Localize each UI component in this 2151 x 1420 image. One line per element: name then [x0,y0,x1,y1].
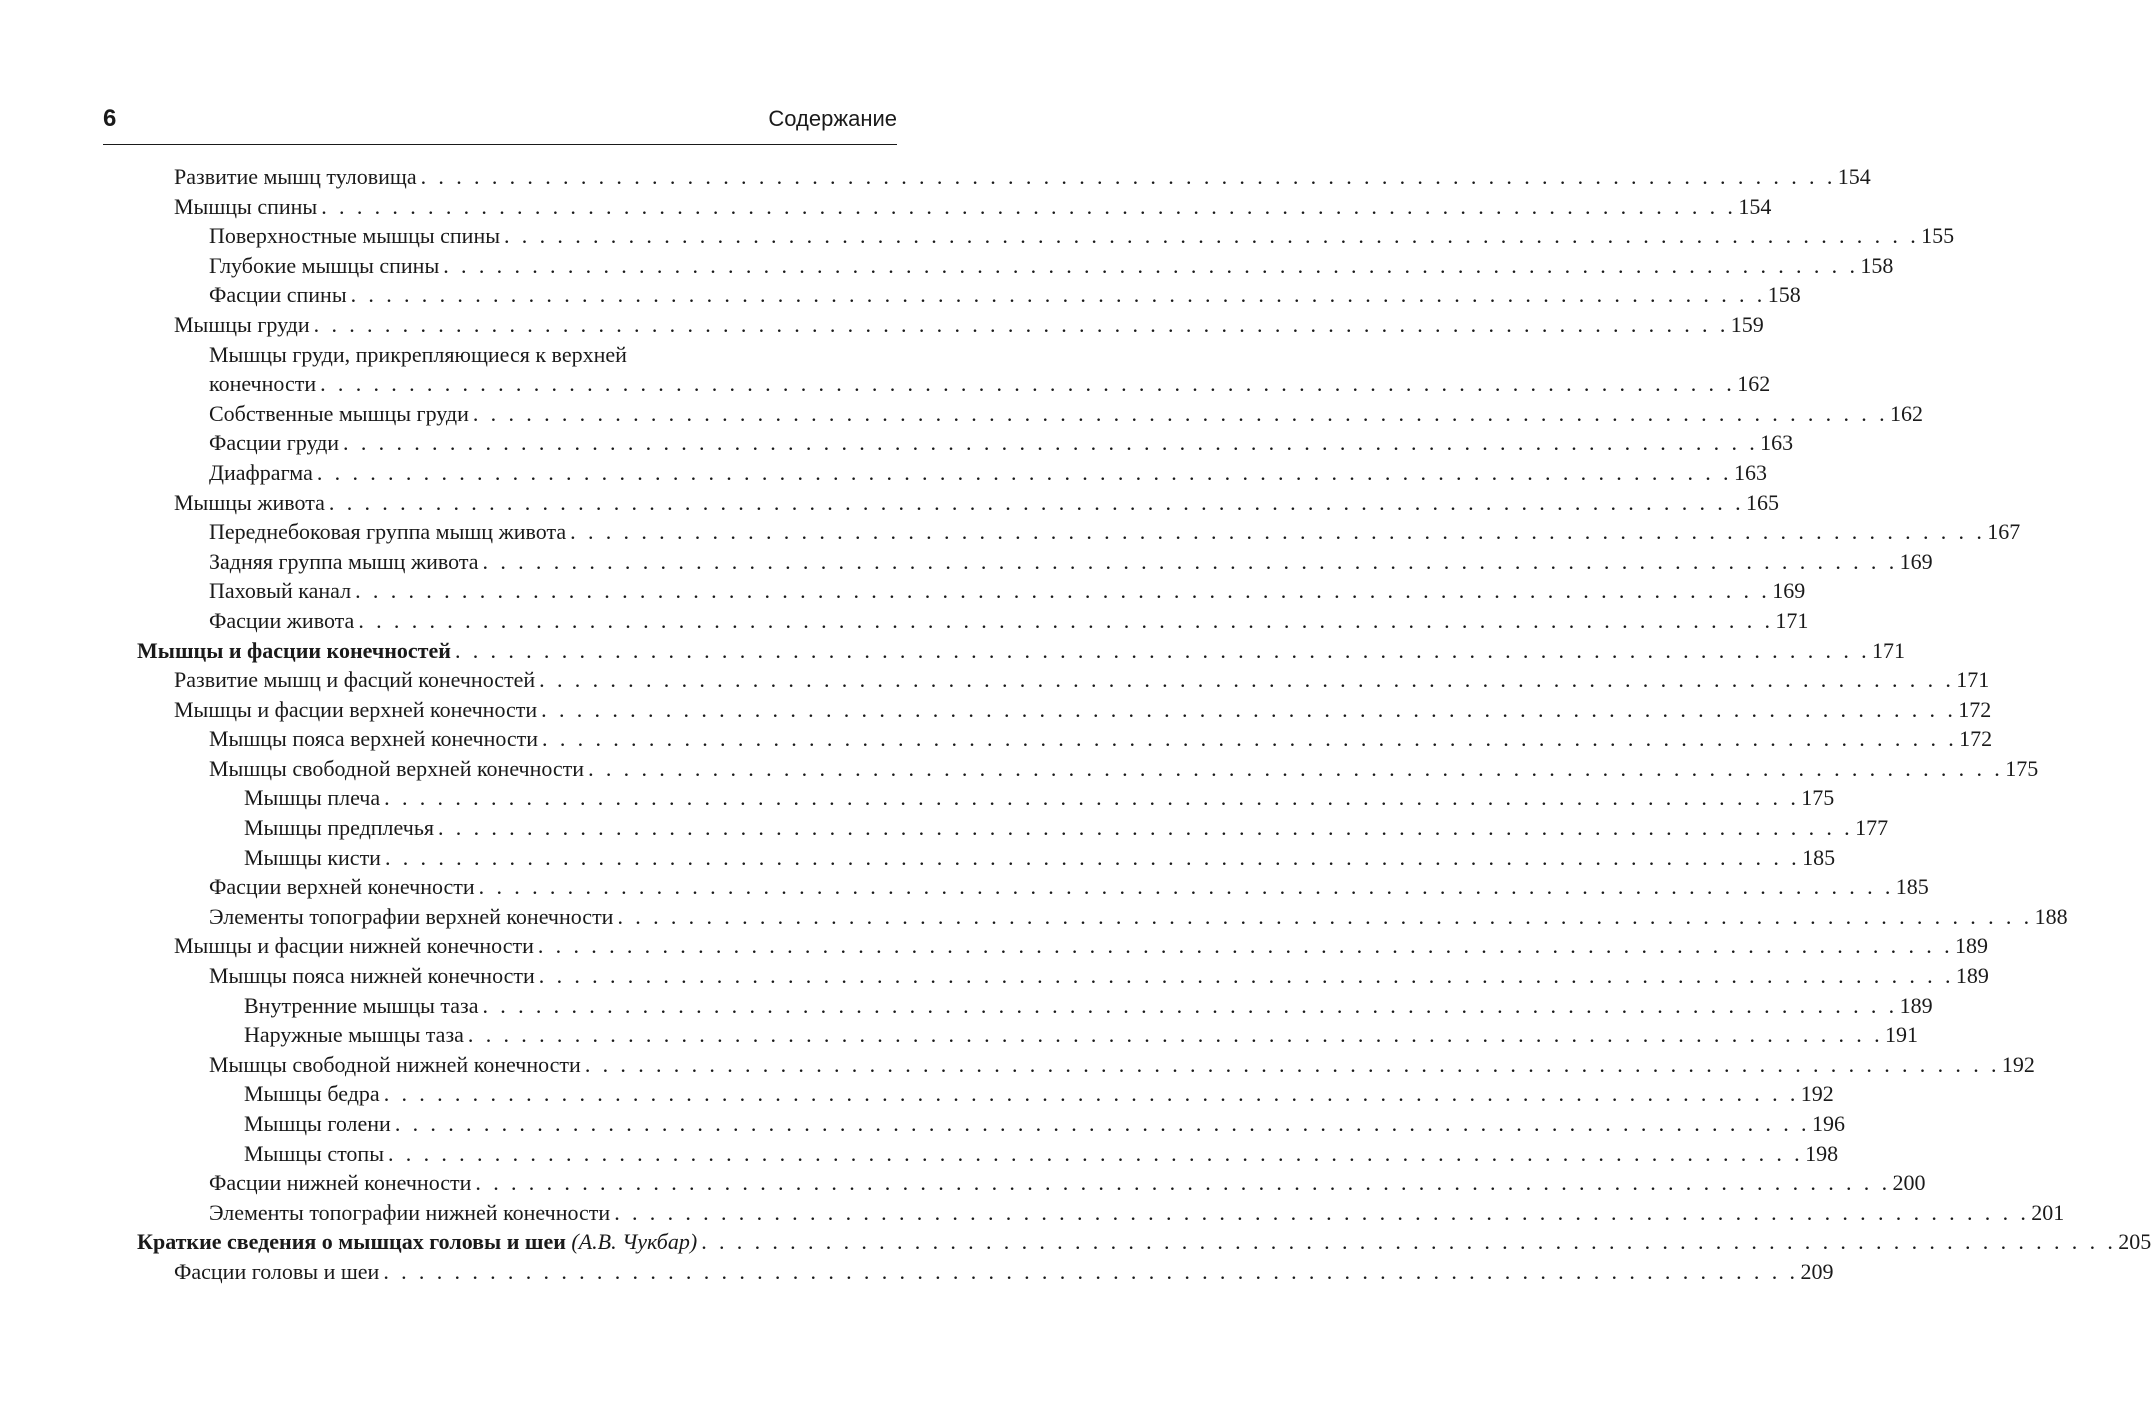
toc-entry-title: Мышцы и фасции нижней конечности [174,933,534,959]
toc-entry-page: 189 [1899,992,1933,1018]
toc-entry-title: Мышцы кисти [244,844,381,870]
toc-entry[interactable] [244,1079,1834,1109]
toc-entry-page: 167 [1987,519,2021,545]
toc-entry[interactable] [209,1198,2065,1228]
toc-entry[interactable] [174,1257,1834,1287]
toc-entry-title: Мышцы и фасции верхней конечности [174,696,538,722]
toc-entry[interactable] [174,931,1988,961]
toc-entry[interactable] [244,783,1835,813]
toc-entry[interactable] [209,251,1894,281]
toc-entry-page: 201 [2031,1199,2065,1225]
toc-entry-title: Собственные мышцы груди [209,400,469,426]
dot-leader: . . . . . . . . . . . . . . . . . . . . . . . . . . . . . . . . . . . . . . . . . . . . . . . . . . . . . . . . . . . . . . . . . . . . . . . . . . . . . . . . [394,1111,1810,1136]
toc-entry-page: 205 [2118,1229,2151,1255]
toc-entry-page: 162 [1737,371,1771,397]
toc-entry-page: 177 [1855,815,1889,841]
page-number: 6 [103,105,117,132]
toc-entry-title: Диафрагма [209,459,313,485]
toc-entry[interactable] [209,576,1806,606]
toc-entry[interactable] [209,221,1955,251]
toc-entry-page: 169 [1899,548,1933,574]
toc-entry-page: 163 [1733,459,1767,485]
dot-leader: . . . . . . . . . . . . . . . . . . . . . . . . . . . . . . . . . . . . . . . . . . . . . . . . . . . . . . . . . . . . . . . . . . . . . . . . . . . . . . . . [614,1199,2030,1225]
toc-entry-title: Мышцы плеча [244,785,381,811]
dot-leader: . . . . . . . . . . . . . . . . . . . . . . . . . . . . . . . . . . . . . . . . . . . . . . . . . . . . . . . . . . . . . . . . . . . . . . . . . . . . . . . . [384,844,1801,870]
toc-entry-title: Мышцы предплечья [244,815,434,841]
toc-entry[interactable] [209,340,1000,370]
toc-entry-page: 175 [2005,755,2039,781]
toc-entry-title: Мышцы живота [174,489,325,515]
toc-entry[interactable] [209,280,1801,310]
dot-leader: . . . . . . . . . . . . . . . . . . . . . . . . . . . . . . . . . . . . . . . . . . . . . . . . . . . . . . . . . . . . . . . . . . . . . . . . . . . . . . . . [454,637,1871,663]
toc-entry-title: Наружные мышцы таза [244,1022,464,1048]
toc-entry[interactable] [174,695,1992,725]
toc-entry[interactable] [209,606,1809,636]
toc-entry[interactable] [209,399,1923,429]
dot-leader: . . . . . . . . . . . . . . . . . . . . . . . . . . . . . . . . . . . . . . . . . . . . . . . . . . . . . . . . . . . . . . . . . . . . . . . . . . . . . . . . [384,785,1800,811]
toc-entry[interactable] [174,310,1764,340]
toc-entry-title: Фасции нижней конечности [209,1170,472,1196]
toc-entry-title: Мышцы спины [174,193,318,219]
dot-leader: . . . . . . . . . . . . . . . . . . . . . . . . . . . . . . . . . . . . . . . . . . . . . . . . . . . . . . . . . . . . . . . . . . . . . . . . . . . . . . . . [617,903,2033,929]
toc-entry[interactable] [209,1050,2035,1080]
dot-leader: . . . . . . . . . . . . . . . . . . . . . . . . . . . . . . . . . . . . . . . . . . . . . . . . . . . . . . . . . . . . . . . . . . . . . . . . . . . . . . . . [478,874,1894,900]
toc-entry-page: 169 [1772,578,1806,604]
toc-entry[interactable] [209,547,1933,577]
toc-entry[interactable] [244,991,1933,1021]
toc-entry[interactable] [209,369,1771,399]
dot-leader: . . . . . . . . . . . . . . . . . . . . . . . . . . . . . . . . . . . . . . . . . . . . . . . . . . . . . . . . . . . . . . . . . . . . . . . . . . . . . . . . [482,992,1898,1018]
dot-leader: . . . . . . . . . . . . . . . . . . . . . . . . . . . . . . . . . . . . . . . . . . . . . . . . . . . . . . . . . . . . . . . . . . . . . . . . . . . . . . . . [358,607,1774,633]
toc-entry[interactable] [209,724,1993,754]
toc-entry-page: 196 [1811,1111,1845,1136]
toc-entry-title: Развитие мышц и фасций конечностей [174,667,536,693]
toc-entry[interactable] [209,458,1767,488]
toc-entry-title: Переднебоковая группа мышц живота [209,519,567,545]
toc-entry-page: 189 [1955,963,1989,989]
dot-leader: . . . . . . . . . . . . . . . . . . . . . . . . . . . . . . . . . . . . . . . . . . . . . . . . . . . . . . . . . . . . . . . . . . . . . . . . . . . . . . . . [343,430,1759,456]
toc-entry-title: Элементы топографии верхней конечности [209,903,614,929]
toc-entry[interactable] [209,961,1989,991]
dot-leader: . . . . . . . . . . . . . . . . . . . . . . . . . . . . . . . . . . . . . . . . . . . . . . . . . . . . . . . . . . . . . . . . . . . . . . . . . . . . . . . . [355,578,1771,604]
toc-entry-title: Фасции живота [209,607,355,633]
header-rule [103,144,897,145]
toc-entry-title: Поверхностные мышцы спины [209,223,500,249]
toc-entry-title: Элементы топографии нижней конечности [209,1199,611,1225]
toc-entry-page: 185 [1895,874,1929,900]
toc-entry-title: Мышцы свободной нижней конечности [209,1051,581,1077]
dot-leader: . . . . . . . . . . . . . . . . . . . . . . . . . . . . . . . . . . . . . . . . . . . . . . . . . . . . . . . . . . . . . . . . . . . . . . . . . . . . . . . . [475,1170,1891,1196]
toc-entry-page: 209 [1800,1258,1834,1284]
dot-leader: . . . . . . . . . . . . . . . . . . . . . . . . . . . . . . . . . . . . . . . . . . . . . . . . . . . . . . . . . . . . . . . . . . . . . . . . . . . . . . . . [570,519,1986,545]
toc-entry[interactable] [174,192,1772,222]
toc-entry[interactable] [244,843,1836,873]
toc-entry-page: 171 [1956,667,1990,693]
toc-entry-title: Паховый канал [209,578,352,604]
toc-entry-title: Краткие сведения о мышцах головы и шеи (А.В. Чукбар) [137,1229,698,1255]
toc-entry-page: 159 [1730,311,1764,337]
toc-entry-title: Мышцы груди [174,311,310,337]
dot-leader: . . . . . . . . . . . . . . . . . . . . . . . . . . . . . . . . . . . . . . . . . . . . . . . . . . . . . . . . . . . . . . . . . . . . . . . . . . . . . . . . [316,459,1732,485]
running-header [103,104,897,134]
toc-entry[interactable] [174,665,1990,695]
toc-entry-page: 163 [1760,430,1794,456]
toc-entry-page: 154 [1837,164,1871,189]
dot-leader: . . . . . . . . . . . . . . . . . . . . . . . . . . . . . . . . . . . . . . . . . . . . . . . . . . . . . . . . . . . . . . . . . . . . . . . . . . . . . . . . [350,282,1766,308]
toc-entry[interactable] [244,1109,1845,1139]
toc-entry[interactable] [209,872,1929,902]
toc-entry-page: 175 [1801,785,1835,811]
toc-entry[interactable] [209,517,2021,547]
dot-leader: . . . . . . . . . . . . . . . . . . . . . . . . . . . . . . . . . . . . . . . . . . . . . . . . . . . . . . . . . . . . . . . . . . . . . . . . . . . . . . . . [482,548,1898,574]
toc-entry-page: 162 [1889,400,1923,426]
toc-entry-author: (А.В. Чукбар) [571,1229,698,1255]
toc-entry-title: Мышцы пояса верхней конечности [209,726,539,752]
toc-entry-page: 171 [1775,607,1809,633]
toc-entry[interactable] [244,1139,1839,1169]
toc-entry[interactable] [209,1168,1926,1198]
toc-entry-title: Мышцы голени [244,1111,391,1136]
toc-entry-title: Внутренние мышцы таза [244,992,479,1018]
dot-leader: . . . . . . . . . . . . . . . . . . . . . . . . . . . . . . . . . . . . . . . . . . . . . . . . . . . . . . . . . . . . . . . . . . . . . . . . . . . . . . . . [504,223,1920,249]
toc-entry[interactable] [244,1020,1919,1050]
dot-leader: . . . . . . . . . . . . . . . . . . . . . . . . . . . . . . . . . . . . . . . . . . . . . . . . . . . . . . . . . . . . . . . . . . . . . . . . . . . . . . . . [320,371,1736,397]
dot-leader: . . . . . . . . . . . . . . . . . . . . . . . . . . . . . . . . . . . . . . . . . . . . . . . . . . . . . . . . . . . . . . . . . . . . . . . . . . . . . . . . [383,1258,1799,1284]
toc-entry-page: 200 [1892,1170,1926,1196]
toc-entry-title: Глубокие мышцы спины [209,252,440,278]
dot-leader: . . . . . . . . . . . . . . . . . . . . . . . . . . . . . . . . . . . . . . . . . . . . . . . . . . . . . . . . . . . . . . . . . . . . . . . . . . . . . . . . [443,252,1859,278]
dot-leader: . . . . . . . . . . . . . . . . . . . . . . . . . . . . . . . . . . . . . . . . . . . . . . . . . . . . . . . . . . . . . . . . . . . . . . . . . . . . . . . . [321,193,1737,219]
toc-entry-title: Мышцы бедра [244,1081,380,1107]
dot-leader: . . . . . . . . . . . . . . . . . . . . . . . . . . . . . . . . . . . . . . . . . . . . . . . . . . . . . . . . . . . . . . . . . . . . . . . . . . . . . . . . [467,1022,1884,1048]
toc-entry-title: конечности [209,371,317,397]
dot-leader: . . . . . . . . . . . . . . . . . . . . . . . . . . . . . . . . . . . . . . . . . . . . . . . . . . . . . . . . . . . . . . . . . . . . . . . . . . . . . . . . [584,1051,2000,1077]
toc-entry-title: Фасции головы и шеи [174,1258,380,1284]
toc-entry[interactable] [209,428,1794,458]
toc-entry-title: Мышцы груди, прикрепляющиеся к верхней [209,341,627,367]
toc-entry[interactable] [137,1227,2151,1257]
toc-entry-page: 172 [1959,726,1993,752]
toc-entry-page: 191 [1885,1022,1919,1048]
toc-entry-page: 198 [1805,1140,1839,1166]
toc-entry[interactable] [244,813,1889,843]
dot-leader: . . . . . . . . . . . . . . . . . . . . . . . . . . . . . . . . . . . . . . . . . . . . . . . . . . . . . . . . . . . . . . . . . . . . . . . . . . . . . . . . [537,933,1953,959]
dot-leader: . . . . . . . . . . . . . . . . . . . . . . . . . . . . . . . . . . . . . . . . . . . . . . . . . . . . . . . . . . . . . . . . . . . . . . . . . . . . . . . . [701,1229,2117,1255]
dot-leader: . . . . . . . . . . . . . . . . . . . . . . . . . . . . . . . . . . . . . . . . . . . . . . . . . . . . . . . . . . . . . . . . . . . . . . . . . . . . . . . . [588,755,2004,781]
toc-entry[interactable] [137,636,1906,666]
toc-entry-title: Развитие мышц туловища [174,164,417,189]
toc-entry-title: Мышцы стопы [244,1140,384,1166]
toc-entry[interactable] [209,902,2068,932]
dot-leader: . . . . . . . . . . . . . . . . . . . . . . . . . . . . . . . . . . . . . . . . . . . . . . . . . . . . . . . . . . . . . . . . . . . . . . . . . . . . . . . . [538,963,1954,989]
running-title: Содержание [768,106,897,131]
toc-entry-page: 172 [1958,696,1992,722]
dot-leader: . . . . . . . . . . . . . . . . . . . . . . . . . . . . . . . . . . . . . . . . . . . . . . . . . . . . . . . . . . . . . . . . . . . . . . . . . . . . . . . . [472,400,1888,426]
dot-leader: . . . . . . . . . . . . . . . . . . . . . . . . . . . . . . . . . . . . . . . . . . . . . . . . . . . . . . . . . . . . . . . . . . . . . . . . . . . . . . . . [313,311,1729,337]
toc-entry-page: 155 [1921,223,1955,249]
toc-entry-title: Фасции груди [209,430,340,456]
toc-entry[interactable] [209,754,2039,784]
toc-entry[interactable] [174,488,1780,518]
dot-leader: . . . . . . . . . . . . . . . . . . . . . . . . . . . . . . . . . . . . . . . . . . . . . . . . . . . . . . . . . . . . . . . . . . . . . . . . . . . . . . . . [542,726,1958,752]
toc-entry-page: 171 [1872,637,1906,663]
table-of-contents [0,162,2151,1287]
toc-entry-title: Мышцы свободной верхней конечности [209,755,585,781]
toc-entry-title: Фасции верхней конечности [209,874,475,900]
dot-leader: . . . . . . . . . . . . . . . . . . . . . . . . . . . . . . . . . . . . . . . . . . . . . . . . . . . . . . . . . . . . . . . . . . . . . . . . . . . . . . . . [539,667,1955,693]
dot-leader: . . . . . . . . . . . . . . . . . . . . . . . . . . . . . . . . . . . . . . . . . . . . . . . . . . . . . . . . . . . . . . . . . . . . . . . . . . . . . . . . [328,489,1745,515]
toc-entry-page: 154 [1738,193,1772,219]
dot-leader: . . . . . . . . . . . . . . . . . . . . . . . . . . . . . . . . . . . . . . . . . . . . . . . . . . . . . . . . . . . . . . . . . . . . . . . . . . . . . . . . [383,1081,1799,1107]
toc-entry-page: 165 [1746,489,1780,515]
dot-leader: . . . . . . . . . . . . . . . . . . . . . . . . . . . . . . . . . . . . . . . . . . . . . . . . . . . . . . . . . . . . . . . . . . . . . . . . . . . . . . . . [420,164,1836,189]
toc-entry-title: Мышцы пояса нижней конечности [209,963,535,989]
toc-entry-page: 192 [1800,1081,1834,1107]
dot-leader: . . . . . . . . . . . . . . . . . . . . . . . . . . . . . . . . . . . . . . . . . . . . . . . . . . . . . . . . . . . . . . . . . . . . . . . . . . . . . . . . [541,696,1957,722]
dot-leader: . . . . . . . . . . . . . . . . . . . . . . . . . . . . . . . . . . . . . . . . . . . . . . . . . . . . . . . . . . . . . . . . . . . . . . . . . . . . . . . . [387,1140,1804,1166]
toc-entry[interactable] [174,162,1871,192]
toc-entry-title: Фасции спины [209,282,347,308]
toc-entry-title: Мышцы и фасции конечностей [137,637,451,663]
toc-entry-page: 158 [1767,282,1801,308]
toc-entry-page: 188 [2034,903,2068,929]
toc-entry-page: 192 [2001,1051,2035,1077]
dot-leader: . . . . . . . . . . . . . . . . . . . . . . . . . . . . . . . . . . . . . . . . . . . . . . . . . . . . . . . . . . . . . . . . . . . . . . . . . . . . . . . . [437,815,1854,841]
toc-entry-page: 189 [1954,933,1988,959]
toc-entry-page: 185 [1802,844,1836,870]
toc-entry-page: 158 [1860,252,1894,278]
toc-entry-title: Задняя группа мышц живота [209,548,479,574]
